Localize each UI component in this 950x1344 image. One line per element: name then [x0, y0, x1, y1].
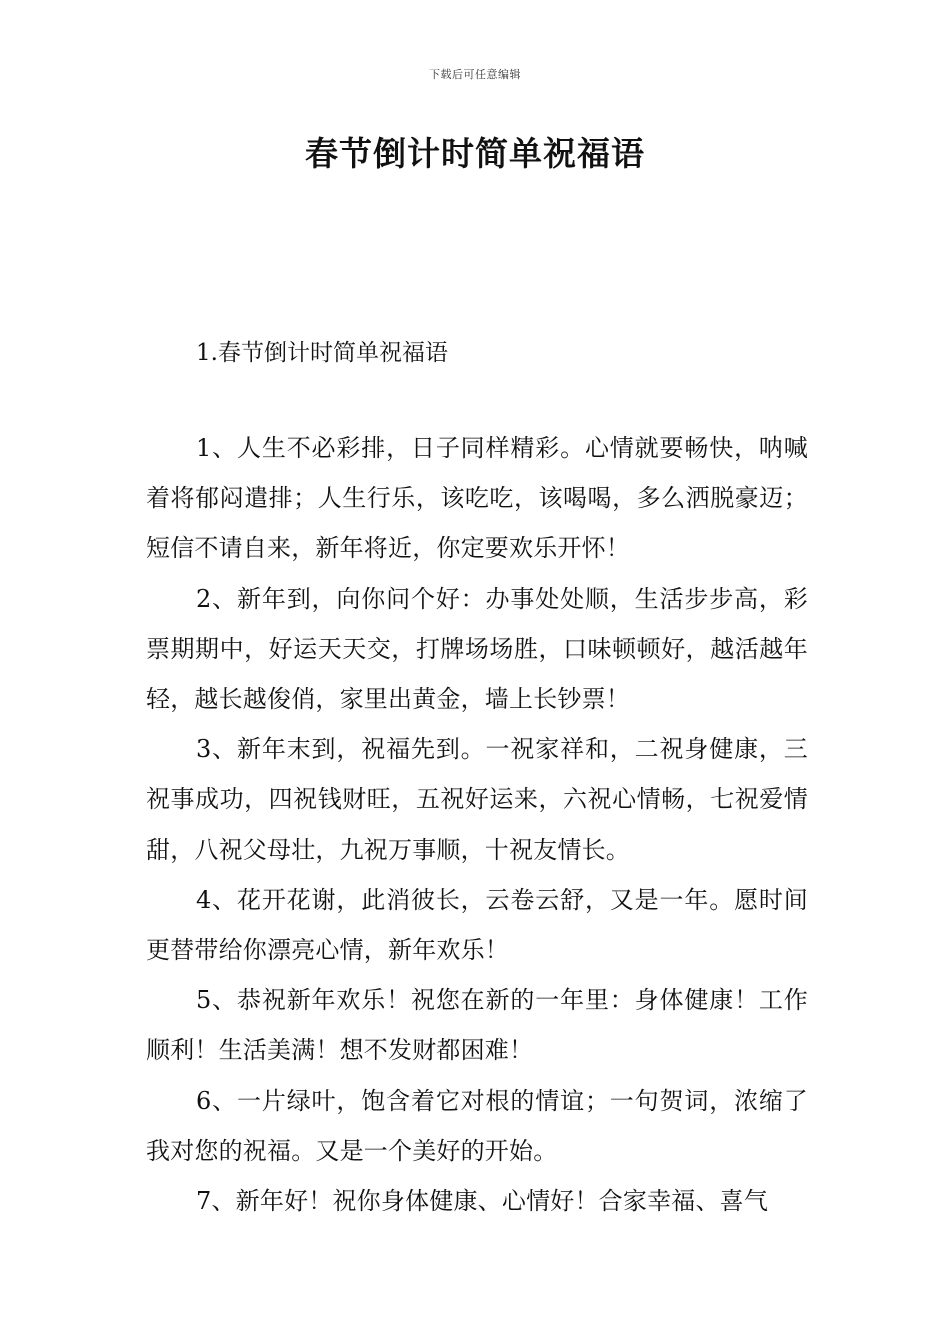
paragraph: 3、新年末到，祝福先到。一祝家祥和，二祝身健康，三祝事成功，四祝钱财旺，五祝好运来，六祝心情畅，七祝爱情甜，八祝父母壮，九祝万事顺，十祝友情长。 — [146, 735, 808, 864]
section-heading: 1.春节倒计时简单祝福语 — [196, 340, 448, 366]
paragraph: 1、人生不必彩排，日子同样精彩。心情就要畅快，呐喊着将郁闷遣排；人生行乐，该吃吃，该喝喝，多么洒脱豪迈；短信不请自来，新年将近，你定要欢乐开怀！ — [146, 434, 808, 563]
body-text — [146, 423, 808, 1226]
page-title: 春节倒计时简单祝福语 — [305, 134, 645, 173]
paragraph: 4、花开花谢，此消彼长，云卷云舒，又是一年。愿时间更替带给你漂亮心情，新年欢乐！ — [146, 885, 808, 965]
paragraph: 5、恭祝新年欢乐！祝您在新的一年里：身体健康！工作顺利！生活美满！想不发财都困难！ — [146, 986, 808, 1065]
paragraph: 6、一片绿叶，饱含着它对根的情谊；一句贺词，浓缩了我对您的祝福。又是一个美好的开始。 — [146, 1086, 808, 1165]
paragraph: 2、新年到，向你问个好：办事处处顺，生活步步高，彩票期期中，好运天天交，打牌场场胜，口味顿顿好，越活越年轻，越长越俊俏，家里出黄金，墙上长钞票！ — [146, 584, 808, 714]
header-note: 下载后可任意编辑 — [429, 68, 521, 81]
paragraph: 7、新年好！祝你身体健康、心情好！合家幸福、喜气 — [196, 1187, 769, 1216]
